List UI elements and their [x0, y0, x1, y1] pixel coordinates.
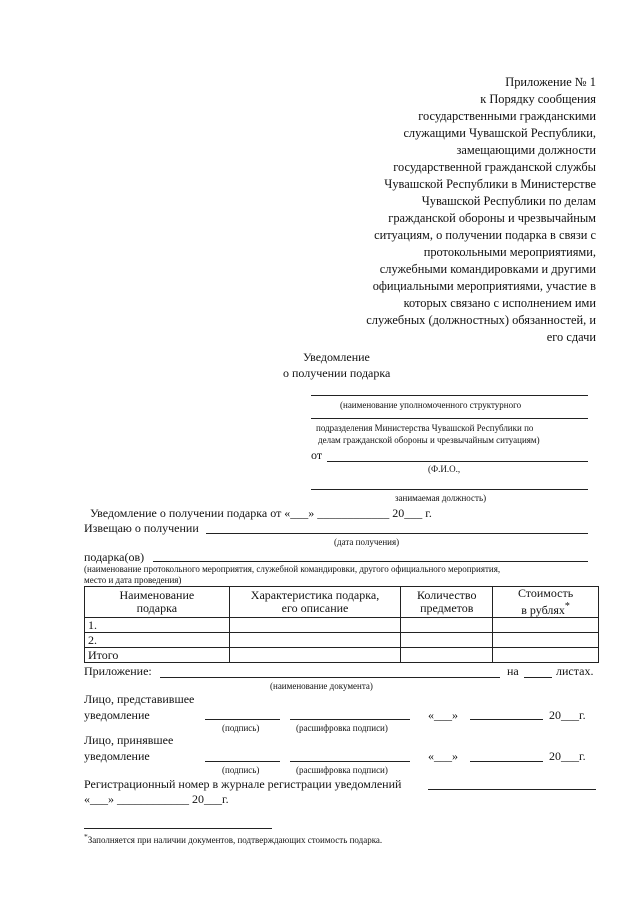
position-caption: занимаемая должность) [395, 493, 487, 503]
submitter-date: «___» [428, 708, 458, 722]
event-caption-1: (наименование протокольного мероприятия, служебной командировки, другого официального мероприятия, [84, 564, 501, 574]
registration-number-line [428, 789, 596, 790]
appendix-line: Чувашской Республики в Министерстве [384, 177, 596, 191]
submitter-decode-line [290, 719, 410, 720]
registration-label: Регистрационный номер в журнале регистрации уведомлений [84, 777, 402, 791]
receiver-sign-caption: (подпись) [222, 765, 260, 775]
doc-caption: (наименование документа) [270, 681, 373, 691]
table-row [85, 648, 599, 663]
appendix-line: служебных (должностных) обязанностей, и [366, 313, 596, 327]
sheets-count-line [524, 677, 552, 678]
attachment-on: на [507, 664, 519, 678]
registration-date: «___» ____________ 20___г. [84, 792, 229, 806]
recipient-caption-1: (наименование уполномоченного структурного [340, 400, 522, 410]
appendix-line: официальными мероприятиями, участие в [372, 279, 596, 293]
gift-label: подарка(ов) [84, 550, 145, 564]
receiver-sign-line [205, 761, 280, 762]
inform-label: Извещаю о получении [84, 521, 199, 535]
appendix-line: Приложение № 1 [505, 75, 596, 89]
table-header-row [85, 587, 599, 618]
gift-line [153, 561, 588, 562]
appendix-line: замещающими должности [456, 143, 596, 157]
receiver-decode-caption: (расшифровка подписи) [296, 765, 388, 775]
receiver-line2: уведомление [84, 749, 150, 763]
appendix-line: ситуациям, о получении подарка в связи с [374, 228, 596, 242]
appendix-line: гражданской обороны и чрезвычайным [388, 211, 596, 225]
receiver-year: 20___г. [549, 749, 586, 763]
appendix-line: к Порядку сообщения [480, 92, 596, 106]
appendix-line: государственными гражданскими [418, 109, 596, 123]
row-label: 1. [85, 618, 230, 633]
submitter-year: 20___г. [549, 708, 586, 722]
header-quantity: Количество предметов [401, 587, 493, 618]
appendix-line: которых связано с исполнением ими [403, 296, 596, 310]
header-name: Наименование подарка [85, 587, 230, 618]
footnote-mark: * [564, 601, 570, 612]
date-received-line [206, 533, 588, 534]
appendix-line: служащими Чувашской Республики, [403, 126, 596, 140]
submitter-line2: уведомление [84, 708, 150, 722]
fio-caption: (Ф.И.О., [428, 464, 461, 474]
fio-line [327, 461, 588, 462]
recipient-line-1 [311, 395, 588, 396]
recipient-line-2 [311, 418, 588, 419]
event-caption-2: место и дата проведения) [84, 575, 182, 585]
attachment-sheets: листах. [556, 664, 594, 678]
table-row [85, 618, 599, 633]
row-label: 2. [85, 633, 230, 648]
receiver-decode-line [290, 761, 410, 762]
footnote [84, 832, 382, 845]
appendix-line: государственной гражданской службы [393, 160, 596, 174]
appendix-line: протокольными мероприятиями, [423, 245, 596, 259]
footnote-star: * [84, 832, 88, 841]
receiver-line1: Лицо, принявшее [84, 733, 174, 747]
receiver-month-line [470, 761, 543, 762]
date-caption: (дата получения) [334, 537, 400, 547]
recipient-caption-2b: делам гражданской обороны и чрезвычайным ситуациям) [318, 435, 540, 445]
header-description: Характеристика подарка, его описание [229, 587, 401, 618]
submitter-decode-caption: (расшифровка подписи) [296, 723, 388, 733]
title-line1: Уведомление [303, 350, 370, 364]
footnote-text: Заполняется при наличии документов, подтверждающих стоимость подарка. [87, 835, 383, 845]
from-label: от [311, 448, 323, 462]
row-label: Итого [85, 648, 230, 663]
gifts-table [84, 586, 599, 663]
submitter-sign-line [205, 719, 280, 720]
receiver-date: «___» [428, 749, 458, 763]
header-cost: Стоимость в рублях* [493, 587, 599, 618]
submitter-month-line [470, 719, 543, 720]
table-row [85, 633, 599, 648]
appendix-line: Чувашской Республики по делам [421, 194, 596, 208]
attachment-line [160, 677, 500, 678]
appendix-line: его сдачи [546, 330, 596, 344]
submitter-line1: Лицо, представившее [84, 692, 195, 706]
recipient-caption-2a: подразделения Министерства Чувашской Республики по [316, 423, 534, 433]
footnote-separator [84, 828, 272, 829]
appendix-line: служебными командировками и другими [379, 262, 596, 276]
position-line [311, 489, 588, 490]
attachment-label: Приложение: [84, 664, 152, 678]
submitter-sign-caption: (подпись) [222, 723, 260, 733]
notice-line: Уведомление о получении подарка от «___» ____________ 20___ г. [90, 506, 432, 520]
title-line2: о получении подарка [283, 366, 391, 380]
